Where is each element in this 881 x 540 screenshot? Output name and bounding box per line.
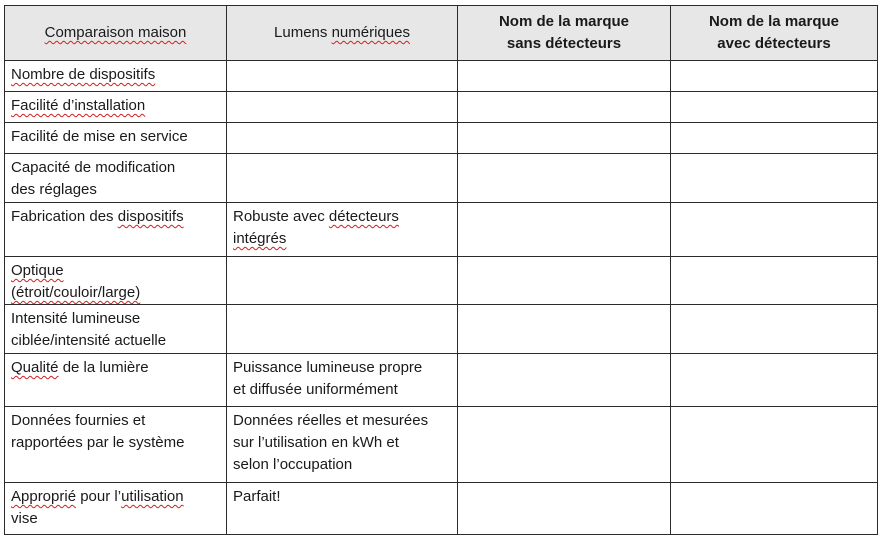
header-row (5, 6, 878, 61)
brand-with-cell (671, 354, 878, 407)
row-label: Données fournies et rapportées par le système (5, 407, 227, 483)
lumens-cell: Robuste avec détecteurs intégrés (227, 203, 458, 257)
header-brand-without-sensors: Nom de la marque sans détecteurs (458, 6, 671, 61)
brand-with-cell (671, 123, 878, 154)
table-row (5, 123, 878, 154)
brand-with-cell (671, 203, 878, 257)
brand-without-cell (458, 305, 671, 354)
lumens-cell: Parfait! (227, 483, 458, 535)
header-lumens-numeriques: Lumens numériques (227, 6, 458, 61)
brand-without-cell (458, 257, 671, 305)
row-label: Qualité de la lumière (5, 354, 227, 407)
lumens-cell: Puissance lumineuse propre et diffusée uniformément (227, 354, 458, 407)
table-row (5, 483, 878, 535)
row-label: Facilité d’installation (5, 92, 227, 123)
row-label: Approprié pour l’utilisation vise (5, 483, 227, 535)
lumens-cell (227, 257, 458, 305)
table-row (5, 257, 878, 305)
brand-with-cell (671, 257, 878, 305)
brand-with-cell (671, 407, 878, 483)
brand-with-cell (671, 154, 878, 203)
brand-with-cell (671, 483, 878, 535)
table-row (5, 305, 878, 354)
lumens-cell (227, 154, 458, 203)
row-label: Capacité de modification des réglages (5, 154, 227, 203)
table-row (5, 354, 878, 407)
brand-without-cell (458, 354, 671, 407)
table-row (5, 61, 878, 92)
brand-without-cell (458, 407, 671, 483)
table-row (5, 154, 878, 203)
brand-without-cell (458, 61, 671, 92)
comparison-table (4, 5, 878, 535)
brand-with-cell (671, 61, 878, 92)
lumens-cell (227, 123, 458, 154)
brand-with-cell (671, 92, 878, 123)
brand-without-cell (458, 92, 671, 123)
lumens-cell (227, 305, 458, 354)
header-brand-with-sensors: Nom de la marque avec détecteurs (671, 6, 878, 61)
row-label: Optique (étroit/couloir/large) (5, 257, 227, 305)
brand-without-cell (458, 483, 671, 535)
row-label: Fabrication des dispositifs (5, 203, 227, 257)
brand-without-cell (458, 203, 671, 257)
header-comparaison-maison: Comparaison maison (5, 6, 227, 61)
brand-without-cell (458, 123, 671, 154)
lumens-cell (227, 92, 458, 123)
lumens-cell: Données réelles et mesurées sur l’utilisation en kWh et selon l’occupation (227, 407, 458, 483)
row-label: Nombre de dispositifs (5, 61, 227, 92)
table-row (5, 203, 878, 257)
table-row (5, 407, 878, 483)
lumens-cell (227, 61, 458, 92)
row-label: Facilité de mise en service (5, 123, 227, 154)
table-row (5, 92, 878, 123)
brand-without-cell (458, 154, 671, 203)
row-label: Intensité lumineuse ciblée/intensité actuelle (5, 305, 227, 354)
brand-with-cell (671, 305, 878, 354)
